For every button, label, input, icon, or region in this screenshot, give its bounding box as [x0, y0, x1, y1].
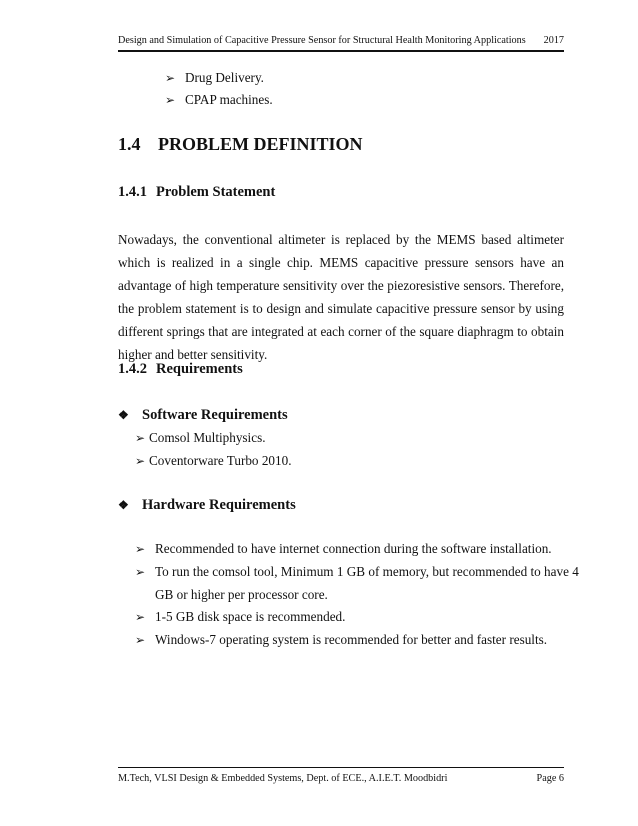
list-item-text: Coventorware Turbo 2010.	[149, 453, 292, 468]
section-number: 1.4	[118, 134, 141, 154]
footer-divider	[118, 767, 564, 768]
diamond-bullet-icon: ❖	[118, 408, 129, 422]
list-item-continuation	[155, 587, 328, 603]
arrowhead-bullet-icon: ➢	[135, 610, 146, 624]
list-item-text: Recommended to have internet connection during the software installation.	[155, 541, 552, 556]
list-item	[165, 70, 264, 86]
list-item-text: Comsol Multiphysics.	[149, 430, 266, 445]
page-footer	[118, 773, 564, 785]
list-item	[135, 564, 579, 580]
header-year: 2017	[543, 35, 564, 46]
header-divider	[118, 50, 564, 52]
list-item-text: Windows-7 operating system is recommended for better and faster results.	[155, 632, 548, 647]
list-item	[165, 92, 273, 108]
hardware-requirements-heading	[118, 496, 296, 514]
subsection-title: Requirements	[156, 361, 243, 377]
list-item	[135, 430, 266, 446]
list-item	[135, 453, 292, 469]
arrowhead-bullet-icon: ➢	[165, 93, 176, 107]
subsection-number: 1.4.2	[118, 361, 147, 377]
subsection-number: 1.4.1	[118, 184, 147, 200]
arrowhead-bullet-icon: ➢	[135, 542, 146, 556]
subsection-heading-problem-statement	[118, 183, 275, 201]
list-item-text: GB or higher per processor core.	[155, 587, 328, 602]
software-requirements-heading	[118, 406, 288, 424]
diamond-bullet-icon: ❖	[118, 498, 129, 512]
subsection-title: Problem Statement	[156, 184, 276, 200]
list-item	[135, 609, 345, 625]
list-item	[135, 632, 547, 648]
arrowhead-bullet-icon: ➢	[135, 633, 146, 647]
list-item-text: CPAP machines.	[185, 92, 273, 107]
section-title: PROBLEM DEFINITION	[158, 134, 363, 154]
footer-left: M.Tech, VLSI Design & Embedded Systems, Dept. of ECE., A.I.E.T. Moodbidri	[118, 773, 448, 784]
arrowhead-bullet-icon: ➢	[135, 431, 146, 445]
software-requirements-title: Software Requirements	[142, 407, 288, 423]
arrowhead-bullet-icon: ➢	[135, 454, 146, 468]
hardware-requirements-title: Hardware Requirements	[142, 497, 296, 513]
page-number: Page 6	[536, 773, 564, 784]
problem-statement-paragraph: Nowadays, the conventional altimeter is replaced by the MEMS based altimeter which is realized in a single chip. MEMS capacitive pressure sensors have an advantage of high temperature sensitivity over the piezoresistive sensors. Therefore, the problem statement is to design and simulate capacitive pressure sensor by using different springs that are integrated at each corner of the square diaphragm to obtain higher and better sensitivity.	[118, 232, 564, 362]
arrowhead-bullet-icon: ➢	[135, 565, 146, 579]
list-item-text: Drug Delivery.	[185, 70, 264, 85]
list-item-text: 1-5 GB disk space is recommended.	[155, 609, 346, 624]
header-title: Design and Simulation of Capacitive Pressure Sensor for Structural Health Monitoring Applications	[118, 35, 526, 46]
subsection-heading-requirements	[118, 360, 243, 378]
page-header	[118, 35, 564, 47]
list-item-text: To run the comsol tool, Minimum 1 GB of memory, but recommended to have 4	[155, 564, 579, 579]
list-item	[135, 541, 552, 557]
section-heading	[118, 133, 363, 155]
arrowhead-bullet-icon: ➢	[165, 71, 176, 85]
